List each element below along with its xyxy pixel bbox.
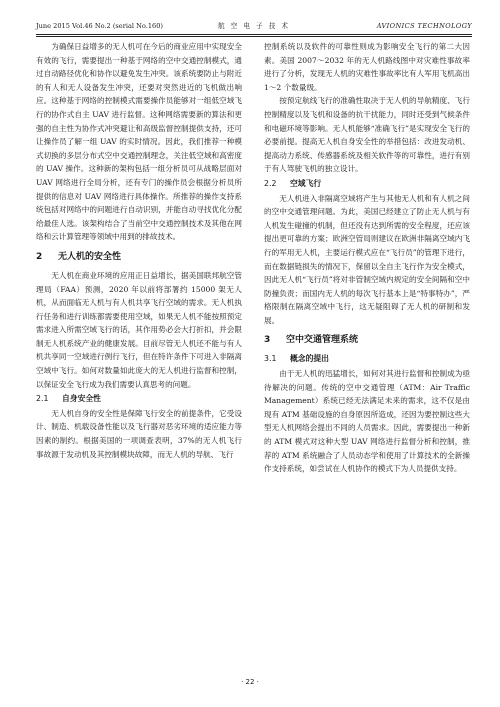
subsection-title: 概念的提出: [290, 354, 329, 364]
section-heading: [36, 250, 242, 264]
right-column: [264, 40, 470, 476]
subsection-title: 空域飞行: [290, 178, 322, 188]
subsection-number: 2.2: [264, 178, 277, 188]
header-rule: [36, 34, 472, 35]
subsection-heading: [264, 177, 470, 191]
subsection-title: 自身安全性: [62, 394, 101, 404]
section-title: 无人机的安全性: [58, 251, 122, 262]
section-title: 空中交通管理系统: [286, 335, 359, 346]
paragraph: 无人机自身的安全性是保障飞行安全的前提条件，它受设计、制造、机载设备性能以及飞行器对恶劣环境的适应能力等因素的制约。根据美国的一项调查表明，37%的无人机飞行事故源于发动机及其控制模块故障，而无人机的导航、飞行: [36, 408, 242, 459]
left-column: [36, 40, 242, 461]
subsection-heading: [264, 352, 470, 366]
paragraph: 由于无人机的迅猛增长，如何对其进行监督和控制成为亟待解决的问题。传统的空中交通管理（ATM：Air Traffic Management）系统已经无法满足未来的需求，这不仅是由现有 ATM 基础设施的自身原因所造成，还因为要控制这些大型无人机网络会提出不同的人员需求。因此，需要提出一种新的 ATM 模式对这种大型 UAV 网络进行监督分析和控制，推荐的 ATM 系统融合了人员动态学和使用了计算技术的全新操作支持系统，如尝试在人机协作的模式下为人员提供支持。: [264, 369, 470, 474]
subsection-number: 2.1: [36, 394, 49, 404]
journal-issue: June 2015 Vol.46 No.2 (serial No.160): [36, 22, 163, 30]
section-heading: [264, 333, 470, 347]
subsection-heading: [36, 392, 242, 406]
paragraph: 无人机进入非隔离空域将产生与其他无人机和有人机之间的空中交通管理问题。为此，美国已经建立了防止无人机与有人机发生碰撞的机制，但还没有达到所需的安全程度，还应该提出更可靠的方案；欧洲空管局则建议在欧洲非隔离空域内飞行的军用无人机，主要运行模式应在“飞行员”的管理下进行，而在数据链损失的情况下，保留以全自主飞行作为安全模式，因此无人机“飞行员”将对非管制空域内规定的安全间隔和空中防撞负责；而国内无人机的每次飞行基本上是“特事特办”，严格限制在隔离空域中飞行，这无疑阻碍了无人机的研制和发展。: [264, 193, 470, 325]
paragraph: 控制系统以及软件的可靠性则成为影响安全飞行的第二大因素。美国 2007～2032 年的无人机路线图中对灾难性事故率进行了分析，发现无人机的灾难性事故率比有人军用飞机高出 1～2 个数量级。: [264, 42, 470, 92]
journal-title: 航 空 电 子 技 术: [217, 22, 291, 30]
paragraph: 为确保日益增多的无人机可在今后的商业应用中实现安全有效的飞行，需要提出一种基于网络的空中交通控制模式，通过自动路径优化和协作以避免发生冲突。该系统要防止与附近的有人和无人设备发生冲突，还要对突然进近的飞机做出响应。这种基于网络的控制模式需要操作员能够对一组低空域飞行的协作式自主 UAV 进行监督。这种网络需要新的算法和更强的自主性为协作式冲突避让和高级监督控制提供支持，还可让操作员了解一组 UAV 的实时情况。因此，我们推荐一种模式切换的多层分布式空中交通控制理念，关注低空域和高密度的 UAV 操作。这种新的架构包括一组分析员可从战略层面对 UAV 网络进行全局分析，还有专门的操作员会根据分析员所提供的信息对 UAV 网络进行具体操作。所推荐的操作支持系统包括对网络中的问题进行自动识别，并能自动寻找优化分配给最佳人选。该架构结合了当前空中交通控制技术及其他在网络和云计算管理等领域中用到的排故技术。: [36, 42, 242, 242]
section-number: 3: [264, 335, 271, 346]
page-number: · 22 ·: [241, 678, 259, 686]
running-header: [36, 19, 472, 33]
paragraph: 按预定航线飞行的准确性取决于无人机的导航精度、飞行控制精度以及飞机和设备的抗干扰能力，同时还受到气候条件和电磁环境等影响。无人机能够“准确飞行”是实现安全飞行的必要前提。提高无人机自身安全性的举措包括：改进发动机、提高动力系统、传感器系统及相关软件等的可靠性，进行有别于有人驾驶飞机的独立设计。: [264, 96, 470, 174]
section-number: 2: [36, 251, 43, 262]
subsection-number: 3.1: [264, 354, 277, 364]
paragraph: 无人机在商业环境的应用正日益增长，据美国联邦航空管理局（FAA）预测，2020 年以前将部署约 15000 架无人机，从而面临无人机与有人机共享飞行空域的需求。无人机执行任务和进行训练都需要使用空域，如果无人机不能按照预定需求进入所需空域飞行的话，其作用势必会大打折扣，并会限制无人机系统产业的健康发展。目前尽管无人机还不能与有人机共享同一空域进行例行飞行，但在特许条件下可进入非隔离空域中飞行。如何对数量如此庞大的无人机进行监督和控制，以保证安全飞行成为我们需要认真思考的问题。: [36, 270, 242, 389]
journal-english-title: AVIONICS TECHNOLOGY: [376, 22, 472, 30]
header-rule-thin: [36, 36, 472, 37]
